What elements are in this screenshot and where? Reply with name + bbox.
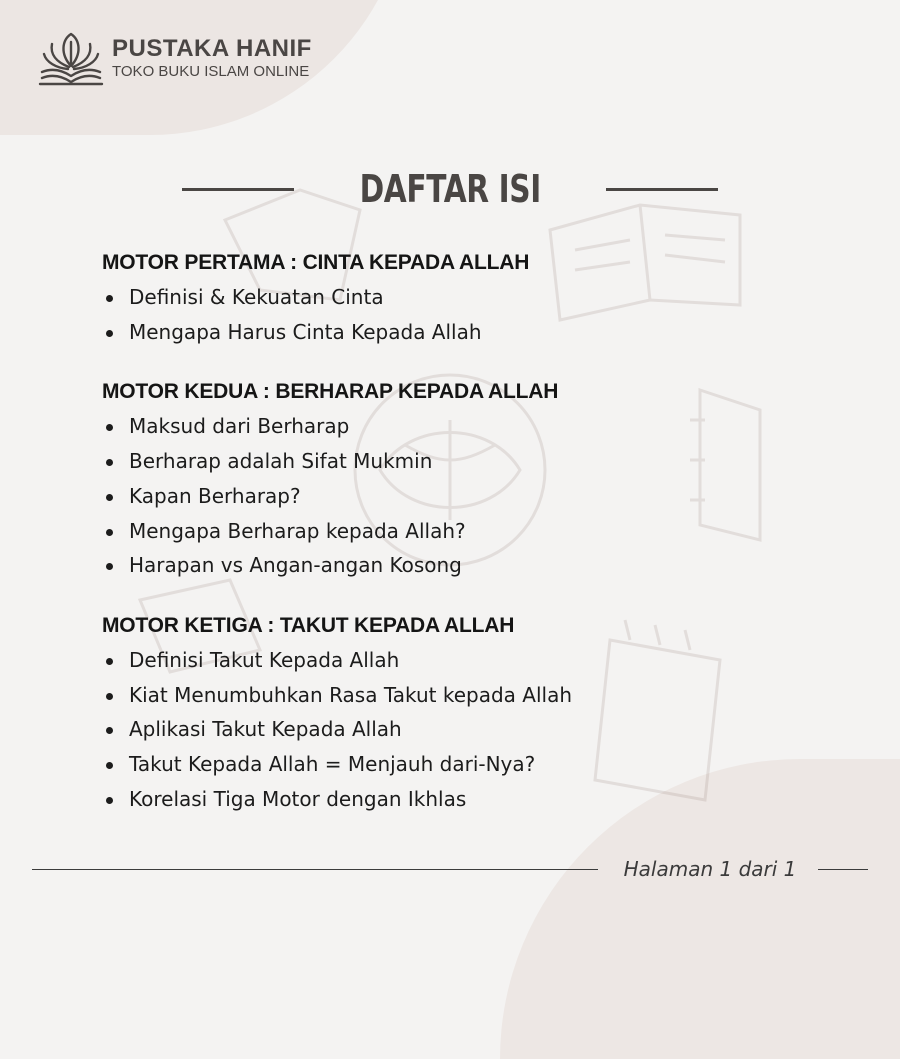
list-item: Definisi & Kekuatan Cinta <box>102 280 742 315</box>
list-item: Kiat Menumbuhkan Rasa Takut kepada Allah <box>102 678 742 713</box>
toc-section-3 <box>102 609 742 817</box>
list-item: Mengapa Harus Cinta Kepada Allah <box>102 315 742 350</box>
section-heading: MOTOR KETIGA : TAKUT KEPADA ALLAH <box>102 613 515 637</box>
list-item: Definisi Takut Kepada Allah <box>102 643 742 678</box>
list-item: Korelasi Tiga Motor dengan Ikhlas <box>102 782 742 817</box>
brand-name: PUSTAKA HANIF <box>112 35 312 62</box>
brand-header <box>38 30 312 86</box>
page-indicator: Halaman 1 dari 1 <box>623 857 797 881</box>
section-heading: MOTOR PERTAMA : CINTA KEPADA ALLAH <box>102 251 530 274</box>
list-item: Kapan Berharap? <box>102 479 742 514</box>
footer-divider-right <box>818 869 868 870</box>
title-row <box>0 166 900 212</box>
title-divider-left <box>182 188 294 191</box>
toc-section-2 <box>102 375 742 583</box>
lotus-book-logo-icon <box>38 30 104 86</box>
list-item: Aplikasi Takut Kepada Allah <box>102 712 742 747</box>
footer-divider-left <box>32 869 598 870</box>
section-item-list <box>102 643 742 817</box>
list-item: Takut Kepada Allah = Menjauh dari-Nya? <box>102 747 742 782</box>
section-heading: MOTOR KEDUA : BERHARAP KEPADA ALLAH <box>102 380 559 404</box>
table-of-contents <box>102 246 742 842</box>
brand-tagline: TOKO BUKU ISLAM ONLINE <box>112 63 310 80</box>
page-title: DAFTAR ISI <box>359 167 541 211</box>
list-item: Maksud dari Berharap <box>102 409 742 444</box>
list-item: Harapan vs Angan-angan Kosong <box>102 548 742 583</box>
toc-section-1 <box>102 246 742 349</box>
section-item-list <box>102 409 742 583</box>
list-item: Mengapa Berharap kepada Allah? <box>102 514 742 549</box>
list-item: Berharap adalah Sifat Mukmin <box>102 444 742 479</box>
section-item-list <box>102 280 742 349</box>
title-divider-right <box>606 188 718 191</box>
